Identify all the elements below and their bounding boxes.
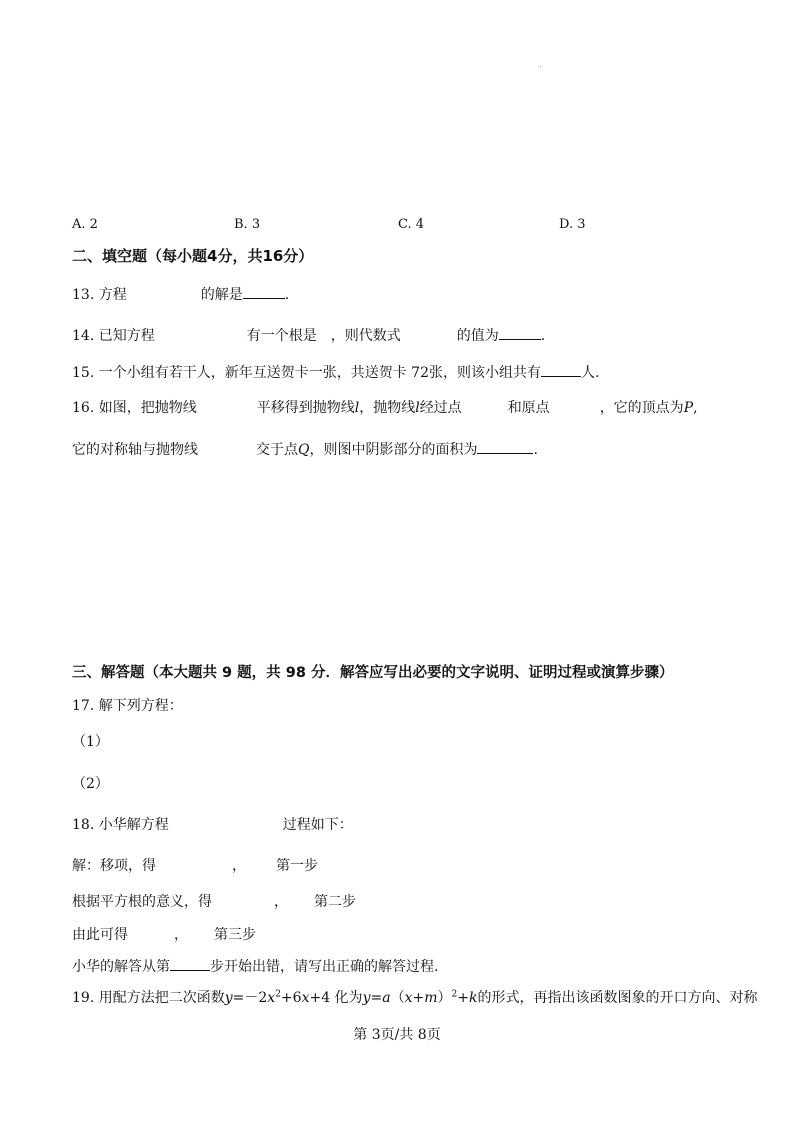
q19-text-2: =－2: [232, 990, 268, 1006]
q19-text-10: 的形式，再指出该函数图象的开口方向、对称: [477, 990, 758, 1006]
option-c: C. 4: [398, 217, 425, 232]
q18-ask-text-2: 步开始出错，请写出正确的解答过程.: [210, 959, 439, 975]
q19-var-x: x: [301, 990, 310, 1006]
q18-step3-label: 第三步: [214, 927, 256, 943]
q16-var-P: P: [683, 400, 694, 416]
question-17-sub-1: （1）: [72, 734, 109, 750]
question-18: [72, 816, 353, 834]
question-18-step-1: [72, 857, 318, 875]
option-b: B. 3: [234, 217, 261, 232]
q16-text-5: 和原点: [507, 400, 550, 416]
q19-exponent: 2: [451, 989, 458, 1000]
q19-text-3: +6: [280, 990, 302, 1006]
option-d: D. 3: [559, 217, 586, 232]
question-19: [72, 989, 757, 1007]
q18-text-2: 过程如下：: [282, 817, 353, 833]
question-17-sub-2: （2）: [72, 776, 109, 792]
q16-text-2: 平移得到抛物线: [256, 400, 355, 416]
section-3-title: 三、解答题（本大题共 9 题，共 98 分．解答应写出必要的文字说明、证明过程或演算步骤）: [72, 665, 674, 681]
q16-var-l: l: [415, 400, 420, 416]
question-18-step-3: [72, 926, 256, 944]
section-2-title: 二、填空题（每小题4分，共16分）: [72, 247, 314, 265]
q19-text-4: +4 化为: [309, 990, 363, 1006]
q14-text-5: .: [540, 328, 546, 344]
q16-text-3: ，抛物线: [359, 400, 416, 416]
q19-var-a: a: [382, 990, 391, 1006]
q19-var-x: x: [404, 990, 413, 1006]
question-13: [72, 285, 289, 304]
question-18-ask: [72, 957, 438, 976]
q18-text-1: 18. 小华解方程: [72, 817, 169, 833]
q18-ask-text-1: 小华的解答从第: [72, 959, 170, 975]
q16-text-10: ，则图中阴影部分的面积为: [309, 442, 478, 458]
question-16-line-2: [72, 440, 538, 459]
q19-text-1: 19. 用配方法把二次函数: [72, 990, 225, 1006]
q13-text-1: 13. 方程: [72, 287, 127, 303]
scan-speck: [540, 66, 541, 67]
q19-text-6: （: [390, 990, 405, 1006]
q18-step3-text: 由此可得: [72, 927, 128, 943]
q16-text-9: 交于点: [256, 442, 298, 458]
answer-blank: [170, 957, 210, 971]
q19-var-y: y: [224, 990, 233, 1006]
question-17-title: 17. 解下列方程：: [72, 698, 183, 714]
q18-step2-comma: ，: [274, 894, 288, 910]
question-16-line-1: [72, 399, 698, 417]
q16-text-6: ，它的顶点为: [599, 400, 684, 416]
answer-blank: [243, 285, 285, 299]
q16-var-Q: Q: [298, 442, 310, 458]
q18-step1-comma: ，: [232, 858, 246, 874]
q16-text-11: .: [533, 442, 538, 458]
q16-text-7: ,: [693, 400, 698, 416]
q19-text-5: =: [370, 990, 383, 1006]
answer-blank: [541, 363, 581, 377]
q19-text-7: +: [412, 990, 425, 1006]
option-a: A. 2: [72, 217, 98, 232]
q15-text-2: 人.: [580, 365, 600, 381]
q14-text-1: 14. 已知方程: [72, 328, 155, 344]
q19-var-m: m: [424, 990, 438, 1006]
q13-text-3: .: [284, 287, 290, 303]
q15-text-1: 15. 一个小组有若干人，新年互送贺卡一张，共送贺卡 72张，则该小组共有: [72, 365, 541, 381]
q13-text-2: 的解是: [200, 287, 243, 303]
q16-text-4: 经过点: [419, 400, 462, 416]
q18-step1-label: 第一步: [276, 858, 318, 874]
q19-var-k: k: [468, 990, 478, 1006]
q19-var-y: y: [362, 990, 371, 1006]
answer-blank: [477, 440, 533, 454]
question-14: [72, 326, 545, 345]
answer-blank: [499, 326, 541, 340]
q19-exponent: 2: [275, 989, 281, 1000]
question-18-step-2: [72, 893, 356, 911]
q19-text-9: +: [457, 990, 469, 1006]
q16-var-l: l: [354, 400, 360, 416]
page-footer: 第 3页/共 8页: [353, 1027, 441, 1043]
q18-step2-label: 第二步: [314, 894, 356, 910]
q19-var-x: x: [267, 990, 276, 1006]
q18-step2-text: 根据平方根的意义，得: [72, 894, 212, 910]
q14-text-3: ，则代数式: [330, 328, 401, 344]
q18-step3-comma: ，: [174, 927, 188, 943]
q19-text-8: ）: [437, 990, 452, 1006]
q14-text-4: 的值为: [456, 328, 499, 344]
question-15: [72, 363, 599, 382]
q18-step1-text: 解：移项，得: [72, 858, 156, 874]
q16-text-8: 它的对称轴与抛物线: [72, 442, 198, 458]
q16-text-1: 16. 如图，把抛物线: [72, 400, 197, 416]
q14-text-2: 有一个根是: [246, 328, 317, 344]
